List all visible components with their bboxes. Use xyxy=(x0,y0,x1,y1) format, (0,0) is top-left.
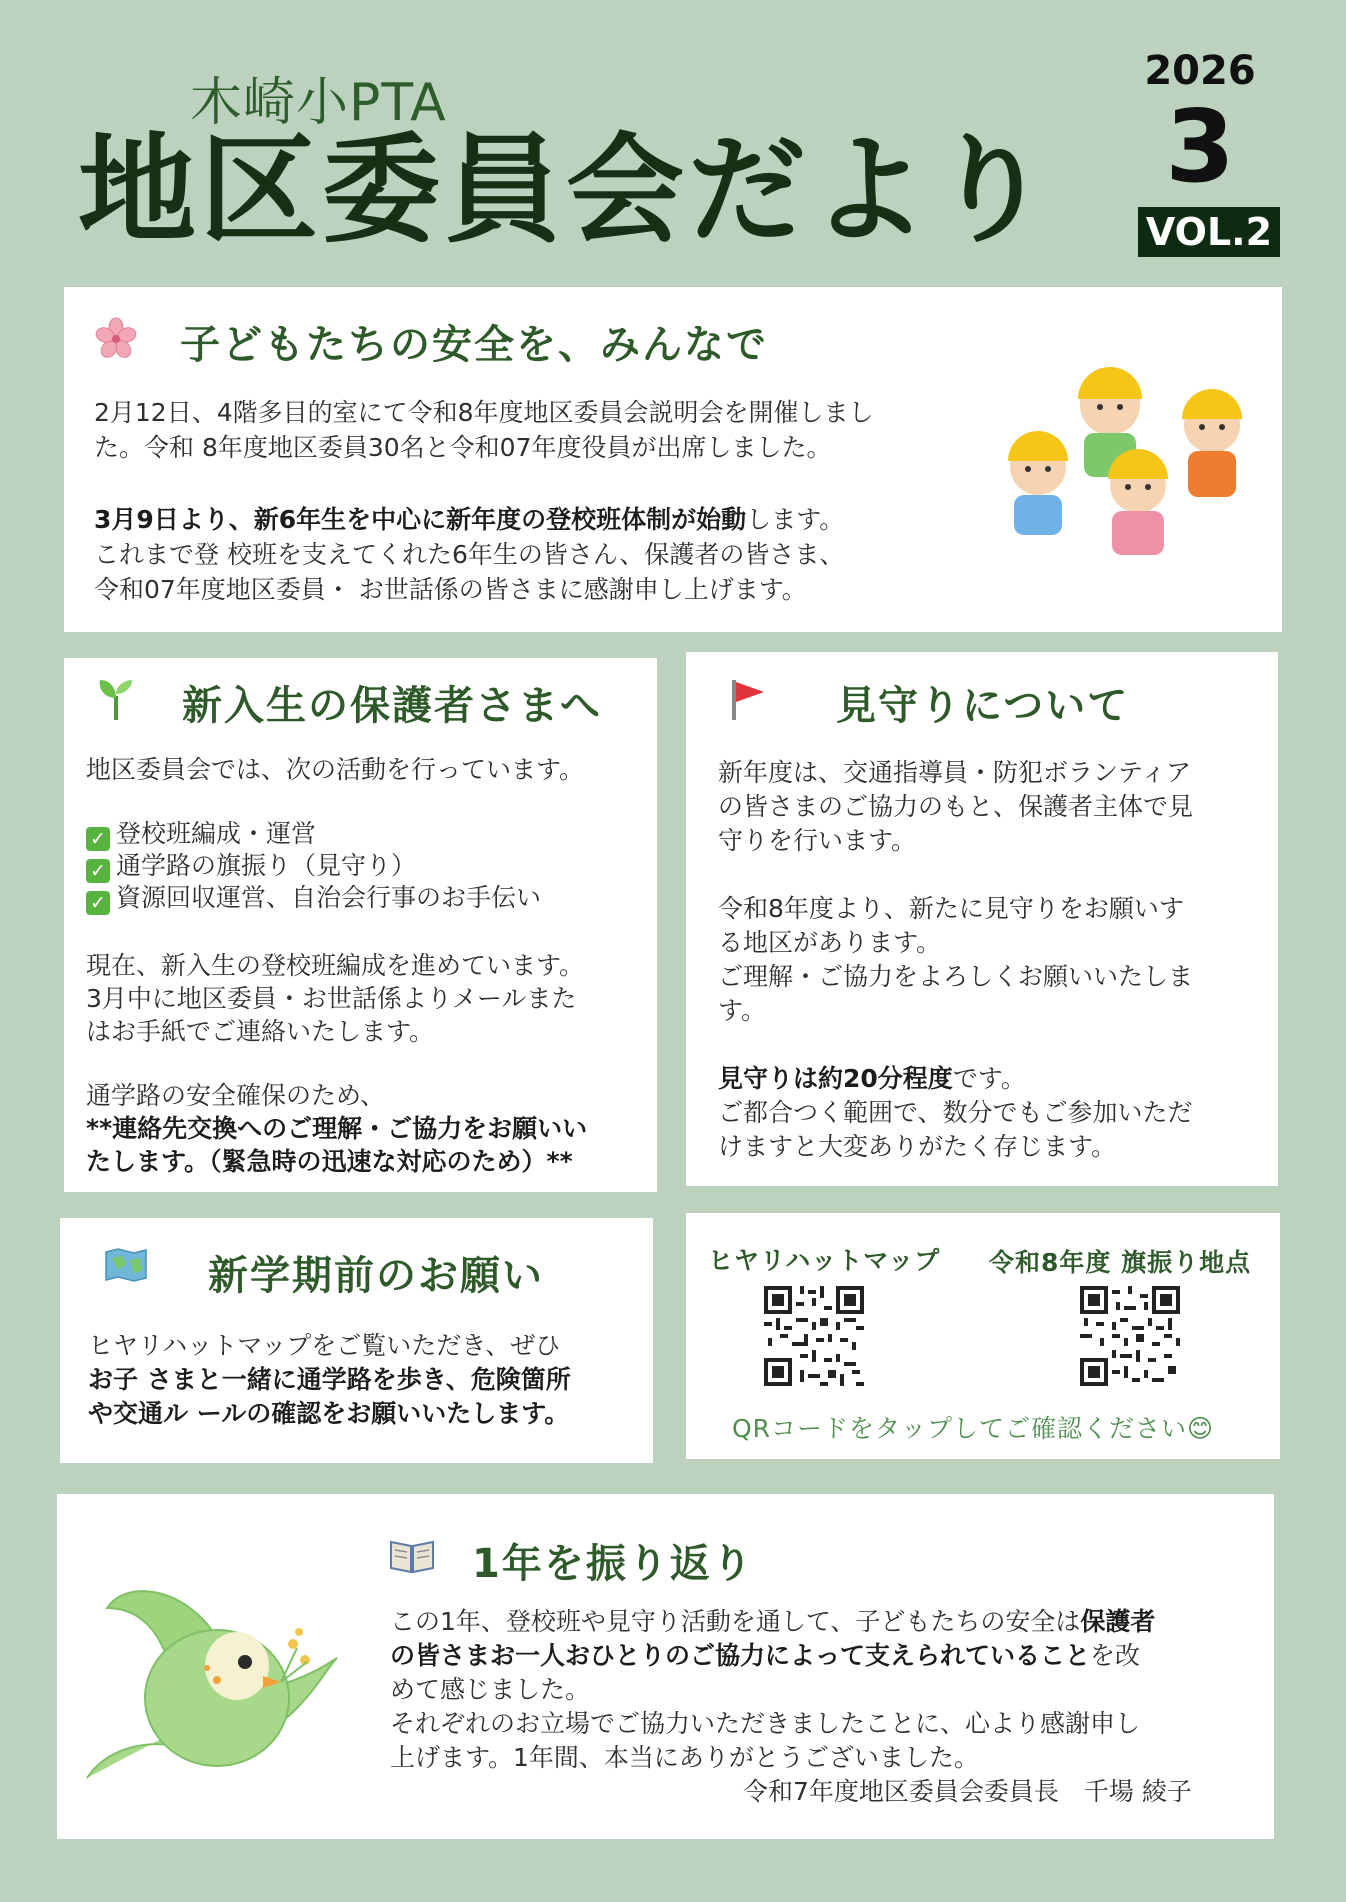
request-text-bold: お子 さまと一緒に通学路を歩き、危険箇所 xyxy=(88,1365,571,1394)
watch-text: ご理解・ご協力をよろしくお願いいたしま xyxy=(718,962,1194,991)
pta-brand: 木崎小PTA xyxy=(190,73,447,133)
review-text: めて感じました。 xyxy=(390,1675,591,1704)
review-card xyxy=(57,1494,1274,1839)
qr-caption: QRコードをタップしてご確認ください😊 xyxy=(732,1414,1215,1443)
newsletter-title: 地区委員会だより xyxy=(78,121,1055,259)
checkbox-icon: ✓ xyxy=(86,827,110,851)
map-icon xyxy=(104,1248,148,1282)
hiyari-hatto-qr-code[interactable] xyxy=(764,1286,864,1386)
safety-text-4: これまで登 校班を支えてくれた6年生の皆さん、保護者の皆さま、 xyxy=(94,540,845,569)
activity-item: ✓ 登校班編成・運営 xyxy=(86,816,316,851)
safety-card xyxy=(64,287,1282,632)
safety-text-5: 令和07年度地区委員・ お世話係の皆さまに感謝申し上げます。 xyxy=(94,575,807,604)
children-illustration xyxy=(994,335,1244,565)
watch-text: る地区があります。 xyxy=(718,928,942,957)
review-text: の皆さまお一人おひとりのご協力によって支えられていることを改 xyxy=(390,1641,1141,1670)
qr-card xyxy=(686,1213,1280,1459)
checkbox-icon: ✓ xyxy=(86,859,110,883)
review-text: 上げます。1年間、本当にありがとうございました。 xyxy=(390,1743,979,1772)
safety-heading: 子どもたちの安全を、みんなで xyxy=(180,322,768,368)
watch-text: けますと大変ありがたく存じます。 xyxy=(718,1132,1117,1161)
request-text-bold: や交通ル ールの確認をお願いいたします。 xyxy=(88,1399,570,1428)
sakura-icon xyxy=(94,317,138,361)
request-heading: 新学期前のお願い xyxy=(208,1253,544,1299)
contact-request: **連絡先交換へのご理解・ご協力をお願いい xyxy=(86,1114,588,1143)
hiyari-hatto-label: ヒヤリハットマップ xyxy=(708,1246,941,1275)
flag-points-qr-code[interactable] xyxy=(1080,1286,1180,1386)
flag-icon xyxy=(730,678,766,722)
checkbox-icon: ✓ xyxy=(86,891,110,915)
request-text: ヒヤリハットマップをご覧いただき、ぜひ xyxy=(88,1331,561,1360)
new-parents-text: はお手紙でご連絡いたします。 xyxy=(86,1017,435,1046)
review-heading: 1年を振り返り xyxy=(472,1541,754,1587)
review-text: この1年、登校班や見守り活動を通して、子どもたちの安全は保護者 xyxy=(390,1607,1156,1636)
new-parents-intro: 地区委員会では、次の活動を行っています。 xyxy=(86,755,585,784)
flag-points-label: 令和8年度 旗振り地点 xyxy=(989,1248,1252,1277)
activity-item: ✓ 資源回収運営、自治会行事のお手伝い xyxy=(86,880,541,915)
safety-text-2: た。令和 8年度地区委員30名と令和07年度役員が出席しました。 xyxy=(94,433,832,462)
request-card xyxy=(60,1218,653,1463)
activity-item: ✓ 通学路の旗振り（見守り） xyxy=(86,848,416,883)
volume-badge: VOL.2 xyxy=(1138,207,1280,257)
safety-start-date: 3月9日より、新6年生を中心に新年度の登校班体制が始動 xyxy=(94,505,747,534)
watch-text: 新年度は、交通指導員・防犯ボランティア xyxy=(718,758,1192,787)
bird-illustration xyxy=(67,1548,347,1788)
safety-text-3: 3月9日より、新6年生を中心に新年度の登校班体制が始動します。 xyxy=(94,505,845,534)
contact-request: たします。（緊急時の迅速な対応のため）** xyxy=(86,1147,573,1176)
watch-text: す。 xyxy=(718,996,767,1025)
watch-text: の皆さまのご協力のもと、保護者主体で見 xyxy=(718,792,1194,821)
new-parents-card xyxy=(64,658,657,1192)
new-parents-text: 通学路の安全確保のため、 xyxy=(86,1081,386,1110)
watch-duration: 見守りは約20分程度です。 xyxy=(718,1064,1026,1093)
review-text: それぞれのお立場でご協力いただきましたことに、心より感謝申し xyxy=(390,1709,1141,1738)
book-icon xyxy=(389,1538,435,1574)
safety-text-1: 2月12日、4階多目的室にて令和8年度地区委員会説明会を開催しまし xyxy=(94,398,874,427)
signature: 令和7年度地区委員会委員長 千場 綾子 xyxy=(743,1777,1192,1806)
issue-month: 3 xyxy=(1165,88,1235,205)
issue-year: 2026 xyxy=(1144,48,1256,94)
sprout-icon xyxy=(94,674,138,722)
watch-text: ご都合つく範囲で、数分でもご参加いただ xyxy=(718,1098,1193,1127)
new-parents-heading: 新入生の保護者さまへ xyxy=(182,683,602,729)
new-parents-text: 現在、新入生の登校班編成を進めています。 xyxy=(86,951,585,980)
watch-heading: 見守りについて xyxy=(836,683,1130,729)
new-parents-text: 3月中に地区委員・お世話係よりメールまた xyxy=(86,984,577,1013)
watch-text: 守りを行います。 xyxy=(718,826,917,855)
watch-card xyxy=(686,652,1278,1186)
watch-text: 令和8年度より、新たに見守りをお願いす xyxy=(718,894,1184,923)
